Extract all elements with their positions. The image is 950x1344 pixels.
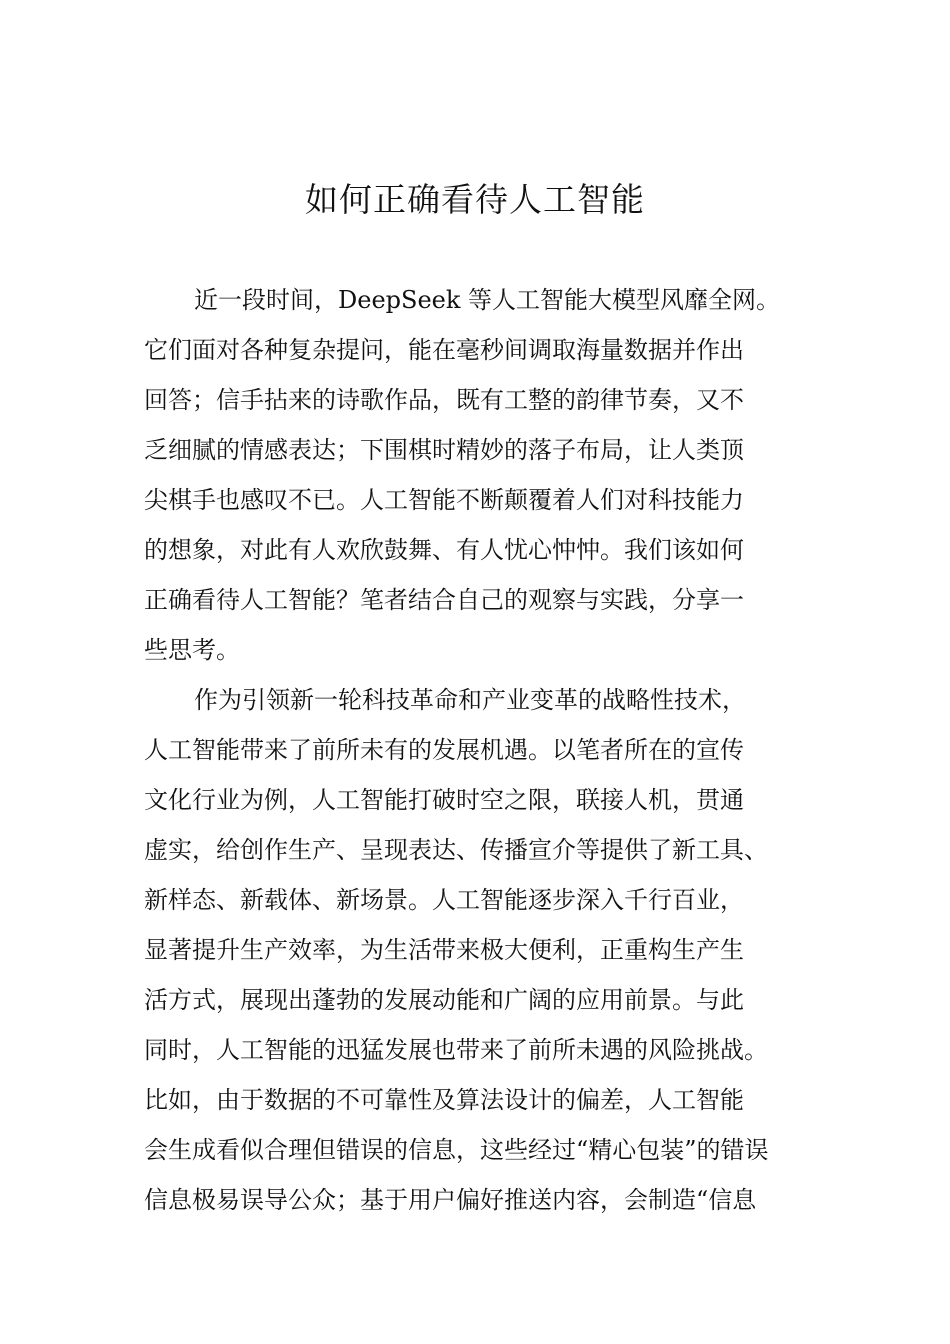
text-line: 的想象，对此有人欢欣鼓舞、有人忧心忡忡。我们该如何 <box>144 536 744 564</box>
paragraph-2 <box>144 675 804 1225</box>
text-line: 虚实，给创作生产、呈现表达、传播宣介等提供了新工具、 <box>144 836 768 864</box>
document-title: 如何正确看待人工智能 <box>305 180 645 219</box>
text-line: 人工智能带来了前所未有的发展机遇。以笔者所在的宣传 <box>144 736 744 764</box>
text-line: 比如，由于数据的不可靠性及算法设计的偏差，人工智能 <box>144 1086 744 1114</box>
text-line: 显著提升生产效率，为生活带来极大便利，正重构生产生 <box>144 936 744 964</box>
paragraph-1 <box>144 275 804 675</box>
text-line: 活方式，展现出蓬勃的发展动能和广阔的应用前景。与此 <box>144 986 744 1014</box>
text-line: 尖棋手也感叹不已。人工智能不断颠覆着人们对科技能力 <box>144 486 744 514</box>
text-line: 作为引领新一轮科技革命和产业变革的战略性技术， <box>194 686 746 714</box>
text-line: 它们面对各种复杂提问，能在毫秒间调取海量数据并作出 <box>144 336 744 364</box>
text-line: 些思考。 <box>144 636 240 664</box>
text-line: 正确看待人工智能？笔者结合自己的观察与实践，分享一 <box>144 586 744 614</box>
text-line: 回答；信手拈来的诗歌作品，既有工整的韵律节奏，又不 <box>144 386 744 414</box>
text-line: 会生成看似合理但错误的信息，这些经过“精心包装”的错误 <box>144 1136 769 1164</box>
text-line: 新样态、新载体、新场景。人工智能逐步深入千行百业， <box>144 886 744 914</box>
text-line: 近一段时间，DeepSeek 等人工智能大模型风靡全网。 <box>194 286 781 314</box>
document-body <box>144 275 804 1225</box>
text-line: 同时，人工智能的迅猛发展也带来了前所未遇的风险挑战。 <box>144 1036 768 1064</box>
text-line: 乏细腻的情感表达；下围棋时精妙的落子布局，让人类顶 <box>144 436 744 464</box>
text-line: 文化行业为例，人工智能打破时空之限，联接人机，贯通 <box>144 786 744 814</box>
text-line: 信息极易误导公众；基于用户偏好推送内容，会制造“信息 <box>144 1186 757 1214</box>
